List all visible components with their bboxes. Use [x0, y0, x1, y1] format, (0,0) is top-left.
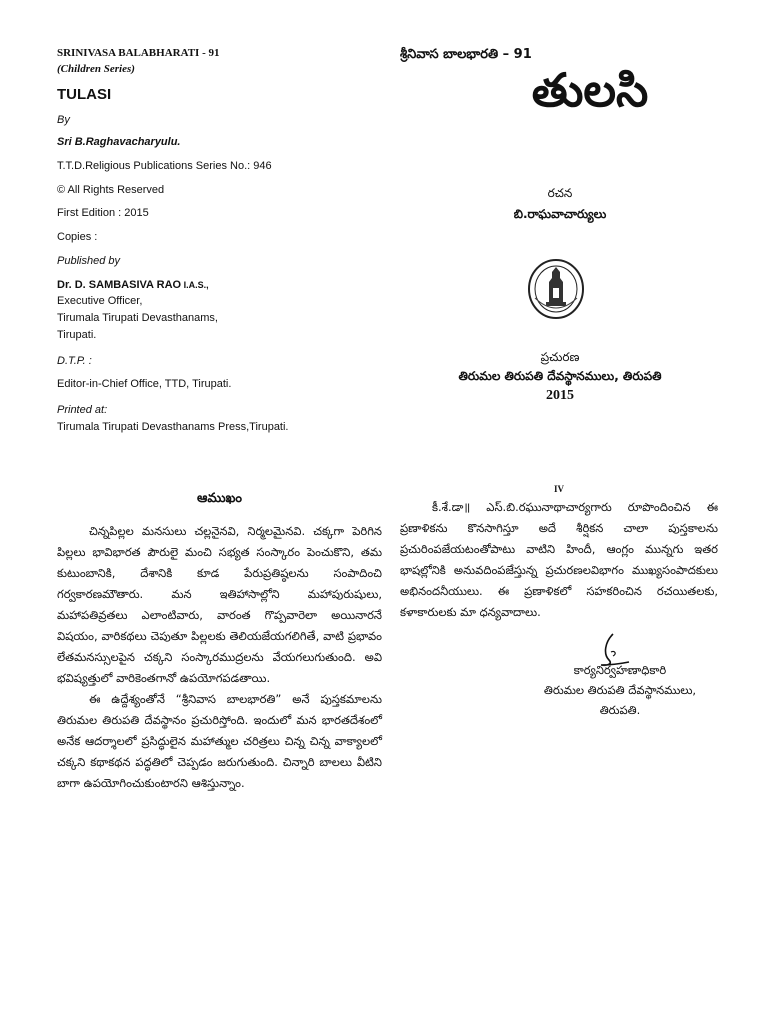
telugu-series-name: శ్రీనివాస బాలభారతి – 91 [400, 47, 532, 62]
telugu-author-name: బి.రాఘవాచార్యులు [513, 206, 607, 221]
ttd-emblem-icon [527, 258, 585, 320]
signatory-city: తిరుపతి. [599, 703, 641, 717]
imprint-block [57, 47, 387, 435]
publisher-name: Dr. D. SAMBASIVA RAO [57, 278, 182, 291]
telugu-publication-block [410, 350, 710, 404]
foreword-title: ఆముఖం [196, 491, 243, 506]
publisher-role: Executive Officer, [57, 295, 143, 308]
acknowledgement-paragraph: కీ.శే.డా॥ ఎస్.బి.రఘునాథాచార్యగారు రూపొందించిన ఈ ప్రణాళికను కొనసాగిస్తూ అదే శీర్షికన చాలా పుస్తకాలను ప్రచురింపజేయటంతోపాటు వాటిని హిందీ, ఆంగ్లం మున్నగు ఇతర భాషల్లోనికి అనువదింపజేస్తున్న ప్రచురణలవిభాగం ముఖ్యసంపాదకులు అభినందనీయులు. ఈ ప్రణాళికలో సహకరించిన రచయితలకు, కళాకారులకు మా ధన్యవాదాలు. [400, 500, 718, 619]
dtp-value: Editor-in-Chief Office, TTD, Tirupati. [57, 378, 232, 391]
page-number: IV [553, 484, 564, 494]
signature-block [510, 660, 730, 720]
children-series-label: (Children Series) [57, 62, 135, 75]
first-edition: First Edition : 2015 [57, 207, 149, 220]
acknowledgement-section [400, 483, 718, 623]
published-by-label: Published by [57, 254, 120, 267]
publication-year: 2015 [546, 388, 574, 403]
series-name: SRINIVASA BALABHARATI - 91 [57, 47, 220, 59]
foreword-section [57, 488, 382, 794]
publisher-suffix: I.A.S., [181, 279, 209, 290]
printed-value: Tirumala Tirupati Devasthanams Press,Tirupati. [57, 420, 289, 433]
telugu-title-block [400, 47, 720, 224]
author-name: Sri B.Raghavacharyulu. [57, 136, 181, 148]
publisher-city: Tirupati. [57, 328, 97, 341]
telugu-book-title: తులసి [531, 63, 649, 117]
publication-label: ప్రచురణ [540, 350, 580, 364]
book-title: TULASI [57, 85, 112, 103]
publisher-org-telugu: తిరుమల తిరుపతి దేవస్థానములు, తిరుపతి [458, 369, 662, 383]
rachana-label: రచన [547, 185, 573, 200]
publisher-name-line [57, 279, 387, 293]
foreword-paragraph-1: చిన్నపిల్లల మనసులు చల్లనైనవి, నిర్మలమైనవి. చక్కగా పెరిగిన పిల్లలు భావిభారత పౌరులై మంచి సభ్యత సంస్కారం పెంచుకొని, తమ కుటుంబానికి, దేశానికి కూడ పేరుప్రతిష్ఠలను సంపాదించి గర్వకారణమౌతారు. మన ఇతిహాసాల్లోని మహాపురుషులు, మహాపతివ్రతలు ఎలాంటివారు, వారంత గొప్పవారెలా అయినారనే విషయం, వారికథలు చెపుతూ పిల్లలకు తెలియజేయగలిగితే, వాటి ప్రభావం లేతమనస్సులపైన చక్కని సంస్కారముద్రలను వేయగలుగుతుంది. అవి భవిష్యత్తులో వారికెంతగానో ఉపయోగపడతాయి. [57, 524, 382, 685]
printed-label: Printed at: [57, 404, 108, 416]
rights-notice: © All Rights Reserved [57, 183, 165, 196]
foreword-paragraph-2: ఈ ఉద్దేశ్యంతోనే “శ్రీనివాస బాలభారతి” అనే పుస్తకమాలను తిరుమల తిరుపతి దేవస్థానం ప్రచురిస్తోంది. ఇందులో మన భారతదేశంలో అనేక ఆదర్శాలలో ప్రసిద్ధులైన మహాత్ముల చరిత్రలు చిన్న చిన్న వాక్యాలలో చక్కని కథాకథన పద్ధతిలో చెప్పడం జరుగుతుంది. చిన్నారి బాలలు వీటిని బాగా ఉపయోగించుకుంటారని ఆశిస్తున్నాం. [57, 692, 382, 790]
signatory-title: కార్యనిర్వహణాధికారి [573, 663, 667, 677]
signatory-org: తిరుమల తిరుపతి దేవస్థానములు, [543, 683, 697, 697]
ttd-series-number: T.T.D.Religious Publications Series No.: 946 [57, 159, 272, 172]
copies-label: Copies : [57, 231, 98, 243]
by-label: By [57, 114, 70, 127]
publisher-org: Tirumala Tirupati Devasthanams, [57, 312, 218, 324]
dtp-label: D.T.P. : [57, 354, 92, 367]
